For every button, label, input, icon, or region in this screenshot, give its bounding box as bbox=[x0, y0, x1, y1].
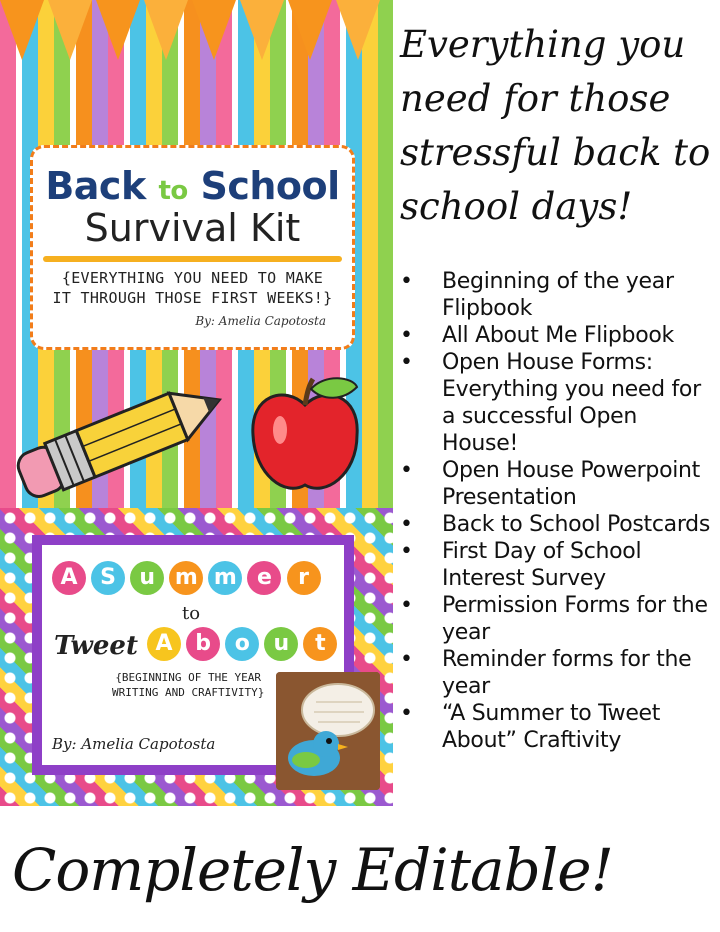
list-item bbox=[398, 592, 716, 646]
list-item bbox=[398, 322, 716, 349]
cover-subtitle-line2: IT THROUGH THOSE FIRST WEEKS!} bbox=[52, 289, 333, 307]
cover-subtitle bbox=[33, 268, 352, 308]
footer-tagline: Completely Editable! bbox=[12, 836, 613, 904]
cover-title-box bbox=[30, 145, 355, 350]
list-item-text: All About Me Flipbook bbox=[442, 323, 674, 348]
summer-letter: m bbox=[208, 561, 242, 595]
feature-list bbox=[398, 268, 716, 754]
about-letter: b bbox=[186, 627, 220, 661]
tweet-word: Tweet bbox=[54, 630, 138, 661]
cover-author: By: Amelia Capotosta bbox=[195, 314, 326, 328]
bunting-flag bbox=[144, 0, 188, 60]
summer-letter: m bbox=[169, 561, 203, 595]
tweet-about-title bbox=[54, 627, 337, 661]
bullet-icon: • bbox=[400, 323, 413, 348]
about-letter: o bbox=[225, 627, 259, 661]
about-letter: u bbox=[264, 627, 298, 661]
summer-author: By: Amelia Capotosta bbox=[52, 735, 216, 753]
summer-letter: e bbox=[247, 561, 281, 595]
list-item-text: Permission Forms for the year bbox=[442, 593, 708, 645]
bunting-flag bbox=[192, 0, 236, 60]
summer-title-to: to bbox=[182, 603, 201, 624]
cover-title bbox=[33, 164, 352, 208]
title-word-back: Back bbox=[45, 164, 146, 208]
bullet-icon: • bbox=[400, 458, 413, 483]
bunting-flag bbox=[96, 0, 140, 60]
bunting-flag bbox=[336, 0, 380, 60]
summer-subtitle-line2: WRITING AND CRAFTIVITY} bbox=[112, 686, 265, 699]
bullet-icon: • bbox=[400, 593, 413, 618]
list-item bbox=[398, 700, 716, 754]
list-item-text: Open House Powerpoint Presentation bbox=[442, 458, 701, 510]
list-item-text: Open House Forms: Everything you need for a successful Open House! bbox=[442, 350, 701, 456]
back-to-school-cover bbox=[0, 0, 393, 508]
bullet-icon: • bbox=[400, 269, 413, 294]
list-item-text: Reminder forms for the year bbox=[442, 647, 692, 699]
cover-title-line2: Survival Kit bbox=[84, 206, 301, 250]
list-item-text: “A Summer to Tweet About” Craftivity bbox=[442, 701, 661, 753]
list-item bbox=[398, 457, 716, 511]
list-item bbox=[398, 538, 716, 592]
list-item bbox=[398, 511, 716, 538]
bullet-icon: • bbox=[400, 512, 413, 537]
pencil-illustration bbox=[0, 355, 243, 508]
summer-letter: A bbox=[52, 561, 86, 595]
list-item bbox=[398, 268, 716, 322]
bullet-icon: • bbox=[400, 701, 413, 726]
title-word-to: to bbox=[158, 176, 188, 206]
bird-craft-image bbox=[276, 672, 380, 790]
bullet-icon: • bbox=[400, 539, 413, 564]
summer-subtitle-line1: {BEGINNING OF THE YEAR bbox=[115, 671, 262, 684]
apple-illustration bbox=[245, 375, 365, 500]
bullet-icon: • bbox=[400, 647, 413, 672]
list-item bbox=[398, 646, 716, 700]
bunting-flag bbox=[48, 0, 92, 60]
list-item-text: First Day of School Interest Survey bbox=[442, 539, 642, 591]
list-item-text: Beginning of the year Flipbook bbox=[442, 269, 674, 321]
headline-text: Everything you need for those stressful back to school days! bbox=[400, 23, 711, 228]
bunting-flag bbox=[288, 0, 332, 60]
about-letter: t bbox=[303, 627, 337, 661]
cover-subtitle-line1: {EVERYTHING YOU NEED TO MAKE bbox=[61, 269, 324, 287]
summer-letter: r bbox=[287, 561, 321, 595]
bird-craft-photo bbox=[276, 672, 380, 790]
summer-title bbox=[52, 561, 321, 595]
list-item-text: Back to School Postcards bbox=[442, 512, 711, 537]
title-word-school: School bbox=[200, 164, 340, 208]
bunting-flag bbox=[240, 0, 284, 60]
summer-letter: S bbox=[91, 561, 125, 595]
bunting-flag bbox=[0, 0, 44, 60]
summer-subtitle bbox=[112, 670, 264, 700]
about-letter: A bbox=[147, 627, 181, 661]
bullet-icon: • bbox=[400, 350, 413, 375]
title-divider bbox=[43, 256, 342, 262]
summer-letter: u bbox=[130, 561, 164, 595]
list-item bbox=[398, 349, 716, 457]
